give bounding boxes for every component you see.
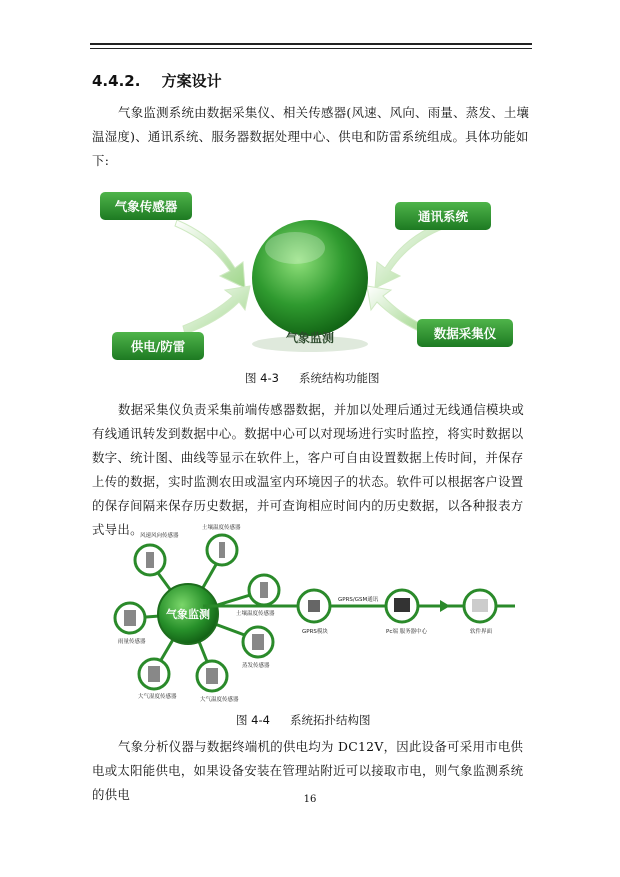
figure-caption-4-4: 图 4-4 系统拓扑结构图: [236, 713, 371, 727]
box-weather-sensor: [100, 192, 192, 220]
section-number: 4.4.2.: [92, 72, 141, 90]
svg-text:软件界面: 软件界面: [470, 629, 493, 635]
paragraph-data-collection: 数据采集仪负责采集前端传感器数据，并加以处理后通过无线通信模块或有线通讯转发到数据中心。数据中心可以对现场进行实时监控，将实时数据以数字、统计图、曲线等显示在软件上，客户可自由设置数据上传时间，并保存上传的数据，实时监测农田或温室内环境因子的状态。软件可以根据客户设置的保存间隔来保存历史数据，并可查询相应时间内的历史数据，以各种报表方式导出。: [92, 402, 525, 537]
svg-text:GPRS模块: GPRS模块: [302, 629, 328, 635]
box-power: [112, 332, 204, 360]
box-communication: [395, 202, 491, 230]
link-label: GPRS/GSM通讯: [338, 597, 379, 603]
svg-text:供电/防雷: 供电/防雷: [130, 339, 186, 354]
sensor-air-temp: [197, 661, 239, 702]
paragraph-intro: 气象监测系统由数据采集仪、相关传感器(风速、风向、雨量、蒸发、土壤温湿度)、通讯系统、服务器数据处理中心、供电和防雷系统组成。具体功能如下:: [92, 105, 530, 168]
figure-system-structure: [95, 186, 525, 364]
gprs-module: [298, 590, 330, 635]
arrow-bottom-left: [183, 286, 250, 334]
header-rule-thick: [90, 43, 532, 45]
center-label: 气象监测: [285, 331, 335, 345]
svg-text:风速风向传感器: 风速风向传感器: [140, 533, 179, 539]
svg-text:大气湿度传感器: 大气湿度传感器: [138, 694, 177, 700]
box-data-collector: [417, 319, 513, 347]
arrow-bottom-right: [367, 286, 425, 334]
page-number: 16: [303, 794, 317, 805]
figure-topology: [110, 522, 520, 702]
svg-text:蒸发传感器: 蒸发传感器: [242, 663, 270, 669]
svg-text:数据采集仪: 数据采集仪: [433, 326, 497, 341]
arrow-top-right: [375, 222, 445, 288]
svg-text:通讯系统: 通讯系统: [417, 209, 469, 224]
svg-text:Pc端 服务器中心: Pc端 服务器中心: [386, 629, 428, 635]
svg-text:土壤温度传感器: 土壤温度传感器: [202, 525, 241, 531]
svg-text:大气温度传感器: 大气温度传感器: [200, 697, 239, 702]
section-title: 方案设计: [161, 72, 222, 90]
svg-text:雨量传感器: 雨量传感器: [118, 639, 146, 645]
figure-caption-4-3: 图 4-3 系统结构功能图: [245, 371, 380, 385]
svg-text:气象传感器: 气象传感器: [114, 199, 178, 214]
software-ui: [464, 590, 496, 635]
section-heading: [92, 70, 222, 91]
sensor-wind: [135, 531, 179, 575]
server-center: [386, 590, 428, 635]
paragraph-power-supply: 气象分析仪器与数据终端机的供电均为 DC12V，因此设备可采用市电供电或太阳能供电，如果设备安装在管理站附近可以接取市电，则气象监测系统的供电: [92, 739, 524, 802]
svg-text:气象监测: 气象监测: [166, 608, 210, 621]
arrow-top-left: [175, 220, 245, 288]
header-rule-thin: [90, 48, 532, 49]
svg-text:土壤温度传感器: 土壤温度传感器: [236, 611, 275, 617]
